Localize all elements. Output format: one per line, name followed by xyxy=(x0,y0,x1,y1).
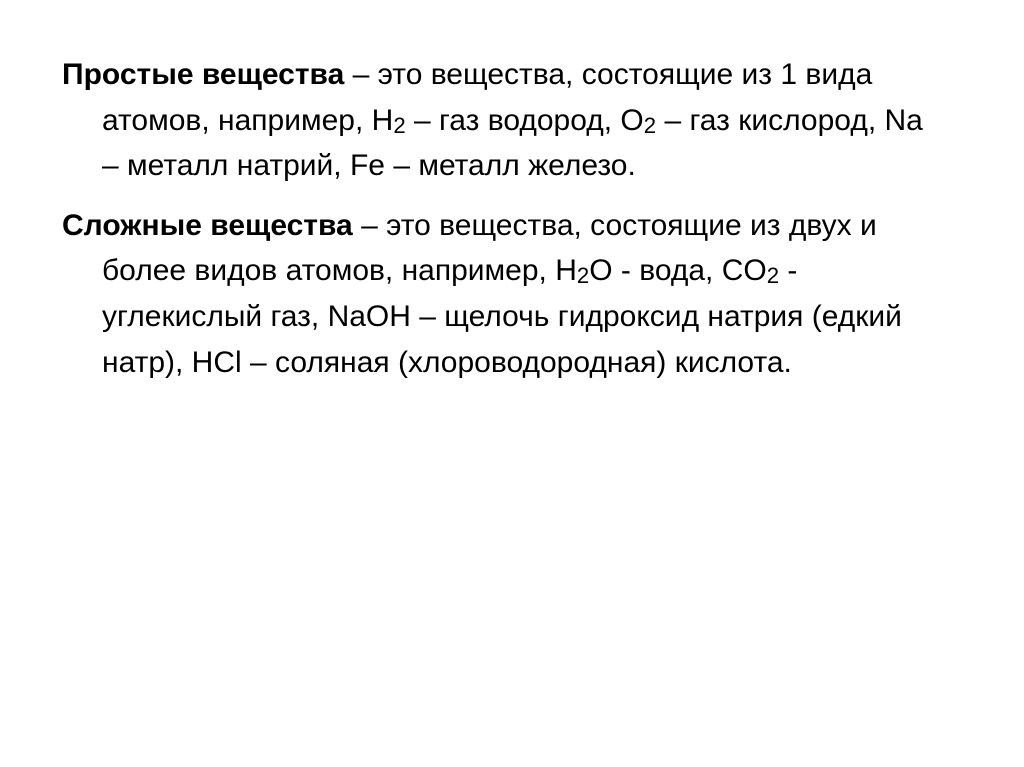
complex-substances-text-1: – это вещества, состоящие из двух и более видов атомов, например, H xyxy=(102,208,877,288)
simple-substances-subscript-1: 2 xyxy=(393,112,406,138)
complex-substances-text-2: O - вода, CO xyxy=(589,254,767,288)
simple-substances-text-2: – газ водород, O xyxy=(405,103,644,137)
simple-substances-text-1: – это вещества, состоящие из 1 вида атомов, например, H xyxy=(102,58,873,137)
term-simple-substances: Простые вещества xyxy=(62,58,345,91)
complex-substances-subscript-1: 2 xyxy=(576,263,590,289)
simple-substances-text-3: – газ кислород, Na – металл натрий, Fe – металл железо. xyxy=(102,103,923,183)
simple-substances-subscript-2: 2 xyxy=(643,112,657,138)
complex-substances-text-3: - углекислый газ, NaOH – щелочь гидроксид натрия (едкий натр), HCl – соляная (хлороводородная) кислота. xyxy=(102,254,902,379)
paragraph-simple-substances xyxy=(62,52,928,189)
complex-substances-subscript-2: 2 xyxy=(766,263,780,289)
term-complex-substances: Сложные вещества xyxy=(62,208,353,242)
paragraph-complex-substances xyxy=(62,203,928,385)
